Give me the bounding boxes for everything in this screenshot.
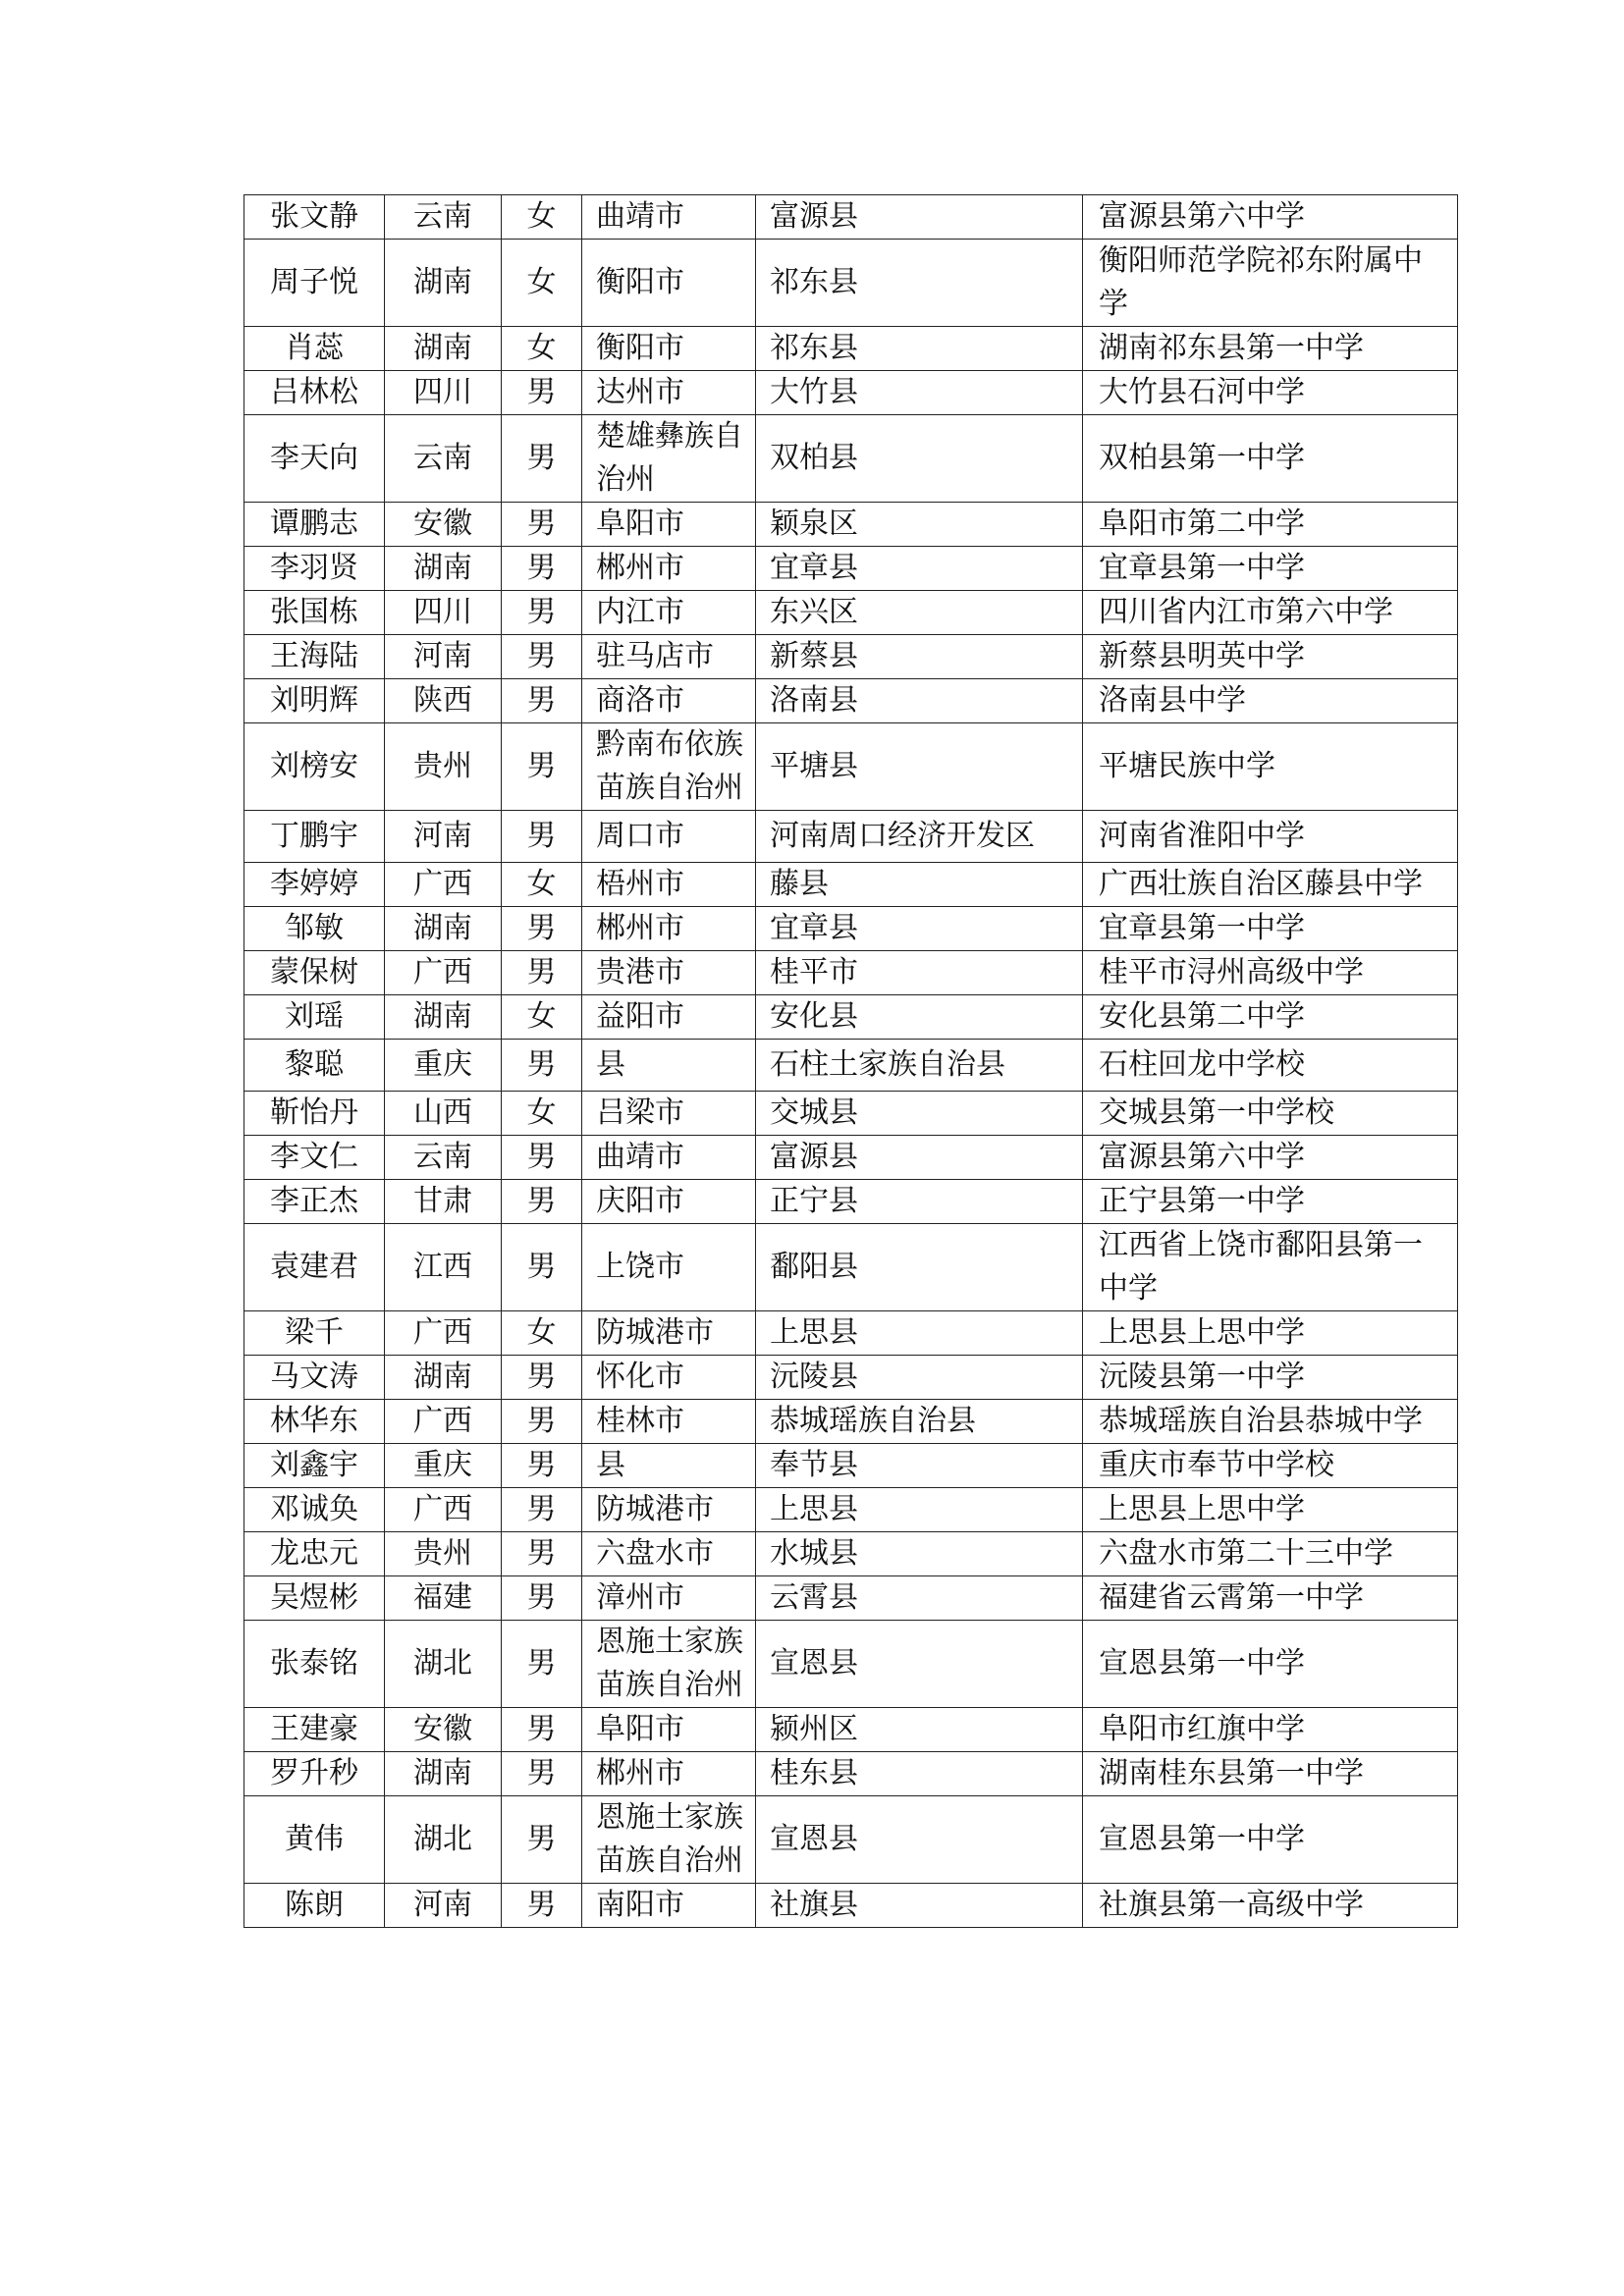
cell-name: 吕林松 — [244, 371, 385, 415]
cell-gender: 男 — [502, 1180, 582, 1224]
cell-city: 曲靖市 — [582, 195, 756, 240]
cell-city: 郴州市 — [582, 907, 756, 951]
cell-school: 上思县上思中学 — [1083, 1311, 1458, 1356]
cell-name: 李羽贤 — [244, 547, 385, 591]
cell-city: 梧州市 — [582, 863, 756, 907]
cell-name: 陈朗 — [244, 1884, 385, 1928]
cell-province: 湖北 — [385, 1621, 502, 1708]
cell-name: 谭鹏志 — [244, 503, 385, 547]
cell-province: 河南 — [385, 811, 502, 863]
cell-province: 云南 — [385, 195, 502, 240]
cell-county: 大竹县 — [756, 371, 1083, 415]
cell-gender: 男 — [502, 591, 582, 635]
cell-county: 颍州区 — [756, 1708, 1083, 1752]
cell-county: 水城县 — [756, 1532, 1083, 1576]
cell-province: 广西 — [385, 863, 502, 907]
cell-gender: 女 — [502, 863, 582, 907]
cell-county: 宣恩县 — [756, 1796, 1083, 1884]
cell-gender: 女 — [502, 240, 582, 327]
student-roster-table — [244, 194, 1458, 1928]
cell-school: 六盘水市第二十三中学 — [1083, 1532, 1458, 1576]
cell-county: 桂东县 — [756, 1752, 1083, 1796]
cell-county: 安化县 — [756, 995, 1083, 1040]
table-row — [244, 863, 1458, 907]
table-row — [244, 1708, 1458, 1752]
cell-name: 李正杰 — [244, 1180, 385, 1224]
cell-province: 云南 — [385, 1136, 502, 1180]
cell-city: 防城港市 — [582, 1311, 756, 1356]
cell-city: 驻马店市 — [582, 635, 756, 679]
cell-name: 刘榜安 — [244, 723, 385, 811]
table-row — [244, 1532, 1458, 1576]
table-row — [244, 371, 1458, 415]
cell-school: 江西省上饶市鄱阳县第一中学 — [1083, 1224, 1458, 1311]
cell-name: 肖蕊 — [244, 327, 385, 371]
cell-province: 山西 — [385, 1092, 502, 1136]
cell-county: 宣恩县 — [756, 1621, 1083, 1708]
cell-province: 广西 — [385, 1311, 502, 1356]
cell-county: 上思县 — [756, 1488, 1083, 1532]
table-row — [244, 951, 1458, 995]
cell-city: 郴州市 — [582, 1752, 756, 1796]
cell-school: 阜阳市第二中学 — [1083, 503, 1458, 547]
table-row — [244, 327, 1458, 371]
cell-province: 四川 — [385, 591, 502, 635]
cell-school: 衡阳师范学院祁东附属中学 — [1083, 240, 1458, 327]
cell-county: 上思县 — [756, 1311, 1083, 1356]
cell-county: 双柏县 — [756, 415, 1083, 503]
table-row — [244, 1752, 1458, 1796]
cell-county: 鄱阳县 — [756, 1224, 1083, 1311]
table-row — [244, 995, 1458, 1040]
cell-province: 贵州 — [385, 1532, 502, 1576]
cell-city: 吕梁市 — [582, 1092, 756, 1136]
cell-school: 桂平市浔州高级中学 — [1083, 951, 1458, 995]
cell-gender: 女 — [502, 1311, 582, 1356]
cell-county: 社旗县 — [756, 1884, 1083, 1928]
cell-province: 湖南 — [385, 1752, 502, 1796]
cell-county: 恭城瑶族自治县 — [756, 1400, 1083, 1444]
cell-province: 湖北 — [385, 1796, 502, 1884]
table-row — [244, 591, 1458, 635]
table-row — [244, 1576, 1458, 1621]
cell-city: 曲靖市 — [582, 1136, 756, 1180]
cell-city: 衡阳市 — [582, 327, 756, 371]
table-row — [244, 415, 1458, 503]
cell-name: 靳怡丹 — [244, 1092, 385, 1136]
table-row — [244, 1224, 1458, 1311]
table-row — [244, 1796, 1458, 1884]
cell-province: 云南 — [385, 415, 502, 503]
cell-province: 福建 — [385, 1576, 502, 1621]
cell-city: 楚雄彝族自治州 — [582, 415, 756, 503]
cell-city: 六盘水市 — [582, 1532, 756, 1576]
cell-province: 湖南 — [385, 547, 502, 591]
table-row — [244, 1488, 1458, 1532]
cell-gender: 男 — [502, 547, 582, 591]
cell-name: 罗升秒 — [244, 1752, 385, 1796]
cell-name: 刘瑶 — [244, 995, 385, 1040]
cell-province: 江西 — [385, 1224, 502, 1311]
cell-province: 陕西 — [385, 679, 502, 723]
table-row — [244, 1311, 1458, 1356]
cell-city: 贵港市 — [582, 951, 756, 995]
cell-name: 邹敏 — [244, 907, 385, 951]
cell-province: 湖南 — [385, 240, 502, 327]
cell-province: 安徽 — [385, 503, 502, 547]
cell-province: 广西 — [385, 1488, 502, 1532]
cell-gender: 男 — [502, 1884, 582, 1928]
cell-school: 阜阳市红旗中学 — [1083, 1708, 1458, 1752]
table-row — [244, 635, 1458, 679]
cell-county: 河南周口经济开发区 — [756, 811, 1083, 863]
cell-name: 梁千 — [244, 1311, 385, 1356]
cell-school: 正宁县第一中学 — [1083, 1180, 1458, 1224]
cell-name: 李文仁 — [244, 1136, 385, 1180]
cell-city: 阜阳市 — [582, 1708, 756, 1752]
cell-school: 宜章县第一中学 — [1083, 547, 1458, 591]
table-row — [244, 240, 1458, 327]
cell-county: 宜章县 — [756, 547, 1083, 591]
cell-school: 四川省内江市第六中学 — [1083, 591, 1458, 635]
cell-name: 邓诚奂 — [244, 1488, 385, 1532]
cell-gender: 女 — [502, 995, 582, 1040]
cell-city: 县 — [582, 1040, 756, 1092]
cell-name: 吴煜彬 — [244, 1576, 385, 1621]
cell-province: 湖南 — [385, 1356, 502, 1400]
cell-province: 甘肃 — [385, 1180, 502, 1224]
cell-city: 周口市 — [582, 811, 756, 863]
cell-name: 王海陆 — [244, 635, 385, 679]
cell-province: 河南 — [385, 1884, 502, 1928]
cell-gender: 男 — [502, 371, 582, 415]
cell-city: 商洛市 — [582, 679, 756, 723]
cell-city: 内江市 — [582, 591, 756, 635]
cell-school: 安化县第二中学 — [1083, 995, 1458, 1040]
cell-gender: 男 — [502, 1708, 582, 1752]
cell-gender: 男 — [502, 1796, 582, 1884]
cell-city: 阜阳市 — [582, 503, 756, 547]
cell-county: 正宁县 — [756, 1180, 1083, 1224]
cell-name: 周子悦 — [244, 240, 385, 327]
cell-gender: 女 — [502, 1092, 582, 1136]
cell-city: 桂林市 — [582, 1400, 756, 1444]
cell-school: 重庆市奉节中学校 — [1083, 1444, 1458, 1488]
cell-county: 新蔡县 — [756, 635, 1083, 679]
cell-school: 平塘民族中学 — [1083, 723, 1458, 811]
cell-city: 南阳市 — [582, 1884, 756, 1928]
cell-city: 庆阳市 — [582, 1180, 756, 1224]
cell-county: 桂平市 — [756, 951, 1083, 995]
cell-city: 恩施土家族苗族自治州 — [582, 1796, 756, 1884]
cell-name: 黎聪 — [244, 1040, 385, 1092]
cell-name: 袁建君 — [244, 1224, 385, 1311]
cell-name: 刘鑫宇 — [244, 1444, 385, 1488]
cell-school: 广西壮族自治区藤县中学 — [1083, 863, 1458, 907]
cell-province: 四川 — [385, 371, 502, 415]
cell-name: 马文涛 — [244, 1356, 385, 1400]
table-row — [244, 811, 1458, 863]
cell-county: 祁东县 — [756, 327, 1083, 371]
table-row — [244, 1356, 1458, 1400]
table-row — [244, 1444, 1458, 1488]
cell-gender: 男 — [502, 1621, 582, 1708]
cell-county: 云霄县 — [756, 1576, 1083, 1621]
cell-school: 恭城瑶族自治县恭城中学 — [1083, 1400, 1458, 1444]
cell-school: 湖南桂东县第一中学 — [1083, 1752, 1458, 1796]
cell-county: 石柱土家族自治县 — [756, 1040, 1083, 1092]
cell-gender: 男 — [502, 951, 582, 995]
cell-city: 郴州市 — [582, 547, 756, 591]
table-row — [244, 723, 1458, 811]
cell-province: 湖南 — [385, 907, 502, 951]
cell-name: 黄伟 — [244, 1796, 385, 1884]
cell-name: 刘明辉 — [244, 679, 385, 723]
cell-name: 张泰铭 — [244, 1621, 385, 1708]
cell-school: 大竹县石河中学 — [1083, 371, 1458, 415]
cell-school: 宜章县第一中学 — [1083, 907, 1458, 951]
cell-province: 安徽 — [385, 1708, 502, 1752]
cell-city: 益阳市 — [582, 995, 756, 1040]
cell-city: 怀化市 — [582, 1356, 756, 1400]
cell-gender: 男 — [502, 415, 582, 503]
cell-province: 重庆 — [385, 1040, 502, 1092]
cell-city: 上饶市 — [582, 1224, 756, 1311]
cell-gender: 男 — [502, 1576, 582, 1621]
cell-school: 上思县上思中学 — [1083, 1488, 1458, 1532]
cell-city: 黔南布依族苗族自治州 — [582, 723, 756, 811]
roster-body — [244, 195, 1458, 1928]
cell-county: 交城县 — [756, 1092, 1083, 1136]
cell-gender: 女 — [502, 327, 582, 371]
cell-name: 张文静 — [244, 195, 385, 240]
cell-gender: 男 — [502, 811, 582, 863]
cell-county: 洛南县 — [756, 679, 1083, 723]
cell-school: 新蔡县明英中学 — [1083, 635, 1458, 679]
cell-school: 河南省淮阳中学 — [1083, 811, 1458, 863]
cell-county: 奉节县 — [756, 1444, 1083, 1488]
cell-name: 李天向 — [244, 415, 385, 503]
cell-school: 富源县第六中学 — [1083, 195, 1458, 240]
cell-county: 祁东县 — [756, 240, 1083, 327]
cell-province: 湖南 — [385, 995, 502, 1040]
cell-gender: 男 — [502, 1136, 582, 1180]
cell-school: 宣恩县第一中学 — [1083, 1796, 1458, 1884]
table-row — [244, 679, 1458, 723]
cell-name: 林华东 — [244, 1400, 385, 1444]
cell-gender: 男 — [502, 723, 582, 811]
table-row — [244, 1180, 1458, 1224]
cell-school: 交城县第一中学校 — [1083, 1092, 1458, 1136]
cell-name: 丁鹏宇 — [244, 811, 385, 863]
cell-school: 沅陵县第一中学 — [1083, 1356, 1458, 1400]
cell-school: 洛南县中学 — [1083, 679, 1458, 723]
cell-province: 广西 — [385, 1400, 502, 1444]
cell-gender: 男 — [502, 1532, 582, 1576]
cell-city: 达州市 — [582, 371, 756, 415]
cell-county: 颖泉区 — [756, 503, 1083, 547]
cell-name: 张国栋 — [244, 591, 385, 635]
cell-city: 衡阳市 — [582, 240, 756, 327]
cell-name: 龙忠元 — [244, 1532, 385, 1576]
cell-gender: 男 — [502, 635, 582, 679]
cell-school: 双柏县第一中学 — [1083, 415, 1458, 503]
cell-county: 富源县 — [756, 195, 1083, 240]
cell-gender: 男 — [502, 907, 582, 951]
cell-county: 平塘县 — [756, 723, 1083, 811]
cell-gender: 女 — [502, 195, 582, 240]
cell-name: 李婷婷 — [244, 863, 385, 907]
cell-name: 王建豪 — [244, 1708, 385, 1752]
cell-county: 沅陵县 — [756, 1356, 1083, 1400]
cell-county: 东兴区 — [756, 591, 1083, 635]
cell-school: 石柱回龙中学校 — [1083, 1040, 1458, 1092]
cell-gender: 男 — [502, 1752, 582, 1796]
table-row — [244, 1884, 1458, 1928]
cell-name: 蒙保树 — [244, 951, 385, 995]
cell-county: 富源县 — [756, 1136, 1083, 1180]
cell-school: 湖南祁东县第一中学 — [1083, 327, 1458, 371]
cell-school: 宣恩县第一中学 — [1083, 1621, 1458, 1708]
table-row — [244, 1621, 1458, 1708]
table-row — [244, 547, 1458, 591]
cell-gender: 男 — [502, 1040, 582, 1092]
table-row — [244, 503, 1458, 547]
table-row — [244, 907, 1458, 951]
cell-province: 河南 — [385, 635, 502, 679]
cell-city: 恩施土家族苗族自治州 — [582, 1621, 756, 1708]
cell-province: 广西 — [385, 951, 502, 995]
cell-gender: 男 — [502, 1444, 582, 1488]
cell-school: 福建省云霄第一中学 — [1083, 1576, 1458, 1621]
table-row — [244, 1040, 1458, 1092]
table-row — [244, 1400, 1458, 1444]
table-row — [244, 195, 1458, 240]
cell-province: 湖南 — [385, 327, 502, 371]
cell-province: 重庆 — [385, 1444, 502, 1488]
cell-city: 县 — [582, 1444, 756, 1488]
cell-county: 藤县 — [756, 863, 1083, 907]
cell-gender: 男 — [502, 1488, 582, 1532]
table-row — [244, 1136, 1458, 1180]
cell-gender: 男 — [502, 1400, 582, 1444]
cell-gender: 男 — [502, 679, 582, 723]
cell-province: 贵州 — [385, 723, 502, 811]
cell-city: 防城港市 — [582, 1488, 756, 1532]
cell-gender: 男 — [502, 1356, 582, 1400]
cell-county: 宜章县 — [756, 907, 1083, 951]
cell-school: 富源县第六中学 — [1083, 1136, 1458, 1180]
cell-school: 社旗县第一高级中学 — [1083, 1884, 1458, 1928]
cell-gender: 男 — [502, 1224, 582, 1311]
table-row — [244, 1092, 1458, 1136]
cell-city: 漳州市 — [582, 1576, 756, 1621]
cell-gender: 男 — [502, 503, 582, 547]
